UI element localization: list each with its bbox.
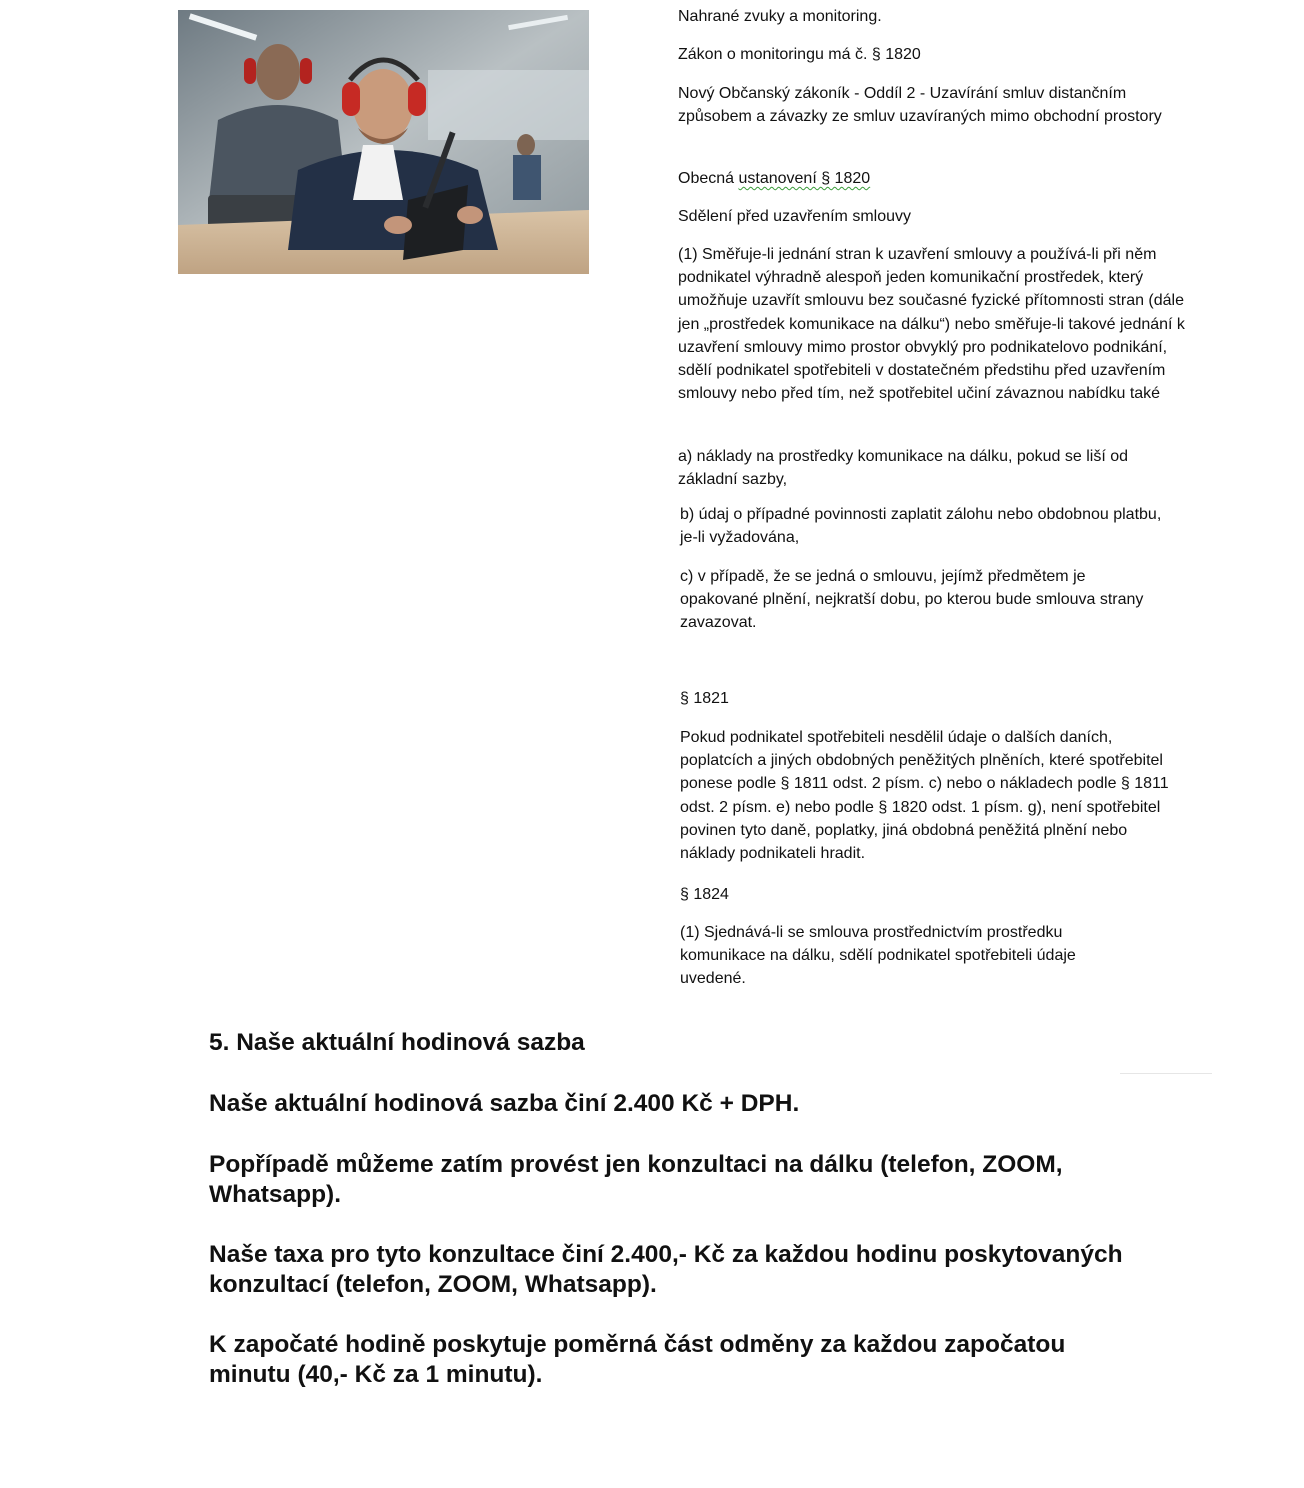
section-1821: § 1821 — [680, 690, 729, 707]
rate-paragraph-1: Naše aktuální hodinová sazba činí 2.400 Kč + DPH. — [209, 1090, 800, 1117]
item-b: b) údaj o případné povinnosti zaplatit zálohu nebo obdobnou platbu, je-li vyžadována, — [680, 506, 1162, 547]
paragraph-1824: (1) Sjednává-li se smlouva prostřednictvím prostředku komunikace na dálku, sdělí podnikatel spotřebiteli údaje uvedené. — [680, 924, 1076, 988]
paragraph-1: (1) Směřuje-li jednání stran k uzavření smlouvy a používá-li při něm podnikatel výhradně alespoň jeden komunikační prostředek, který umožňuje uzavřít smlouvu bez současné fyzické přítomnosti stran (dále jen „prostředek komunikace na dálku“) nebo směřuje-li takové jednání k uzavření smlouvy mimo prostor obvyklý pro podnikatelovo podnikání, sdělí podnikatel spotřebiteli v dostatečném předstihu před uzavřením smlouvy nebo před tím, než spotřebitel učiní závaznou nabídku také — [678, 246, 1185, 403]
item-c: c) v případě, že se jedná o smlouvu, jejímž předmětem je opakované plnění, nejkratší dobu, po kterou bude smlouva strany zavazovat. — [680, 568, 1144, 632]
section-1824: § 1824 — [680, 886, 729, 903]
rate-paragraph-2: Popřípadě můžeme zatím provést jen konzultaci na dálku (telefon, ZOOM, Whatsapp). — [209, 1151, 1063, 1208]
item-a: a) náklady na prostředky komunikace na dálku, pokud se liší od základní sazby, — [678, 448, 1129, 489]
workshop-photo — [178, 10, 589, 274]
rate-heading: 5. Naše aktuální hodinová sazba — [209, 1029, 585, 1056]
general-provisions-line — [678, 167, 1198, 190]
paragraph-1821: Pokud podnikatel spotřebiteli nesdělil údaje o dalších daních, poplatcích a jiných obdobných peněžitých plněních, které spotřebitel ponese podle § 1811 odst. 2 písm. c) nebo o nákladech podle § 1811 odst. 2 písm. e) nebo podle § 1820 odst. 1 písm. g), není spotřebitel povinen tyto daně, poplatky, jiná obdobná peněžitá plnění nebo náklady podnikateli hradit. — [680, 729, 1169, 863]
divider — [1120, 1073, 1212, 1074]
workshop-photo-icon — [178, 10, 589, 274]
civil-code-line: Nový Občanský zákoník - Oddíl 2 - Uzavírání smluv distančním způsobem a závazky ze smluv uzavíraných mimo obchodní prostory — [678, 85, 1162, 126]
rate-paragraph-3: Naše taxa pro tyto konzultace činí 2.400,- Kč za každou hodinu poskytovaných konzultací (telefon, ZOOM, Whatsapp). — [209, 1241, 1123, 1298]
monitoring-law-line: Zákon o monitoringu má č. § 1820 — [678, 46, 921, 63]
general-provisions-underlined: ustanovení § 1820 — [738, 170, 871, 187]
general-provisions-prefix: Obecná — [678, 170, 739, 187]
pre-contract-heading: Sdělení před uzavřením smlouvy — [678, 208, 911, 225]
intro-line: Nahrané zvuky a monitoring. — [678, 8, 882, 25]
rate-paragraph-4: K započaté hodině poskytuje poměrná část odměny za každou započatou minutu (40,- Kč za 1 minutu). — [209, 1331, 1066, 1388]
